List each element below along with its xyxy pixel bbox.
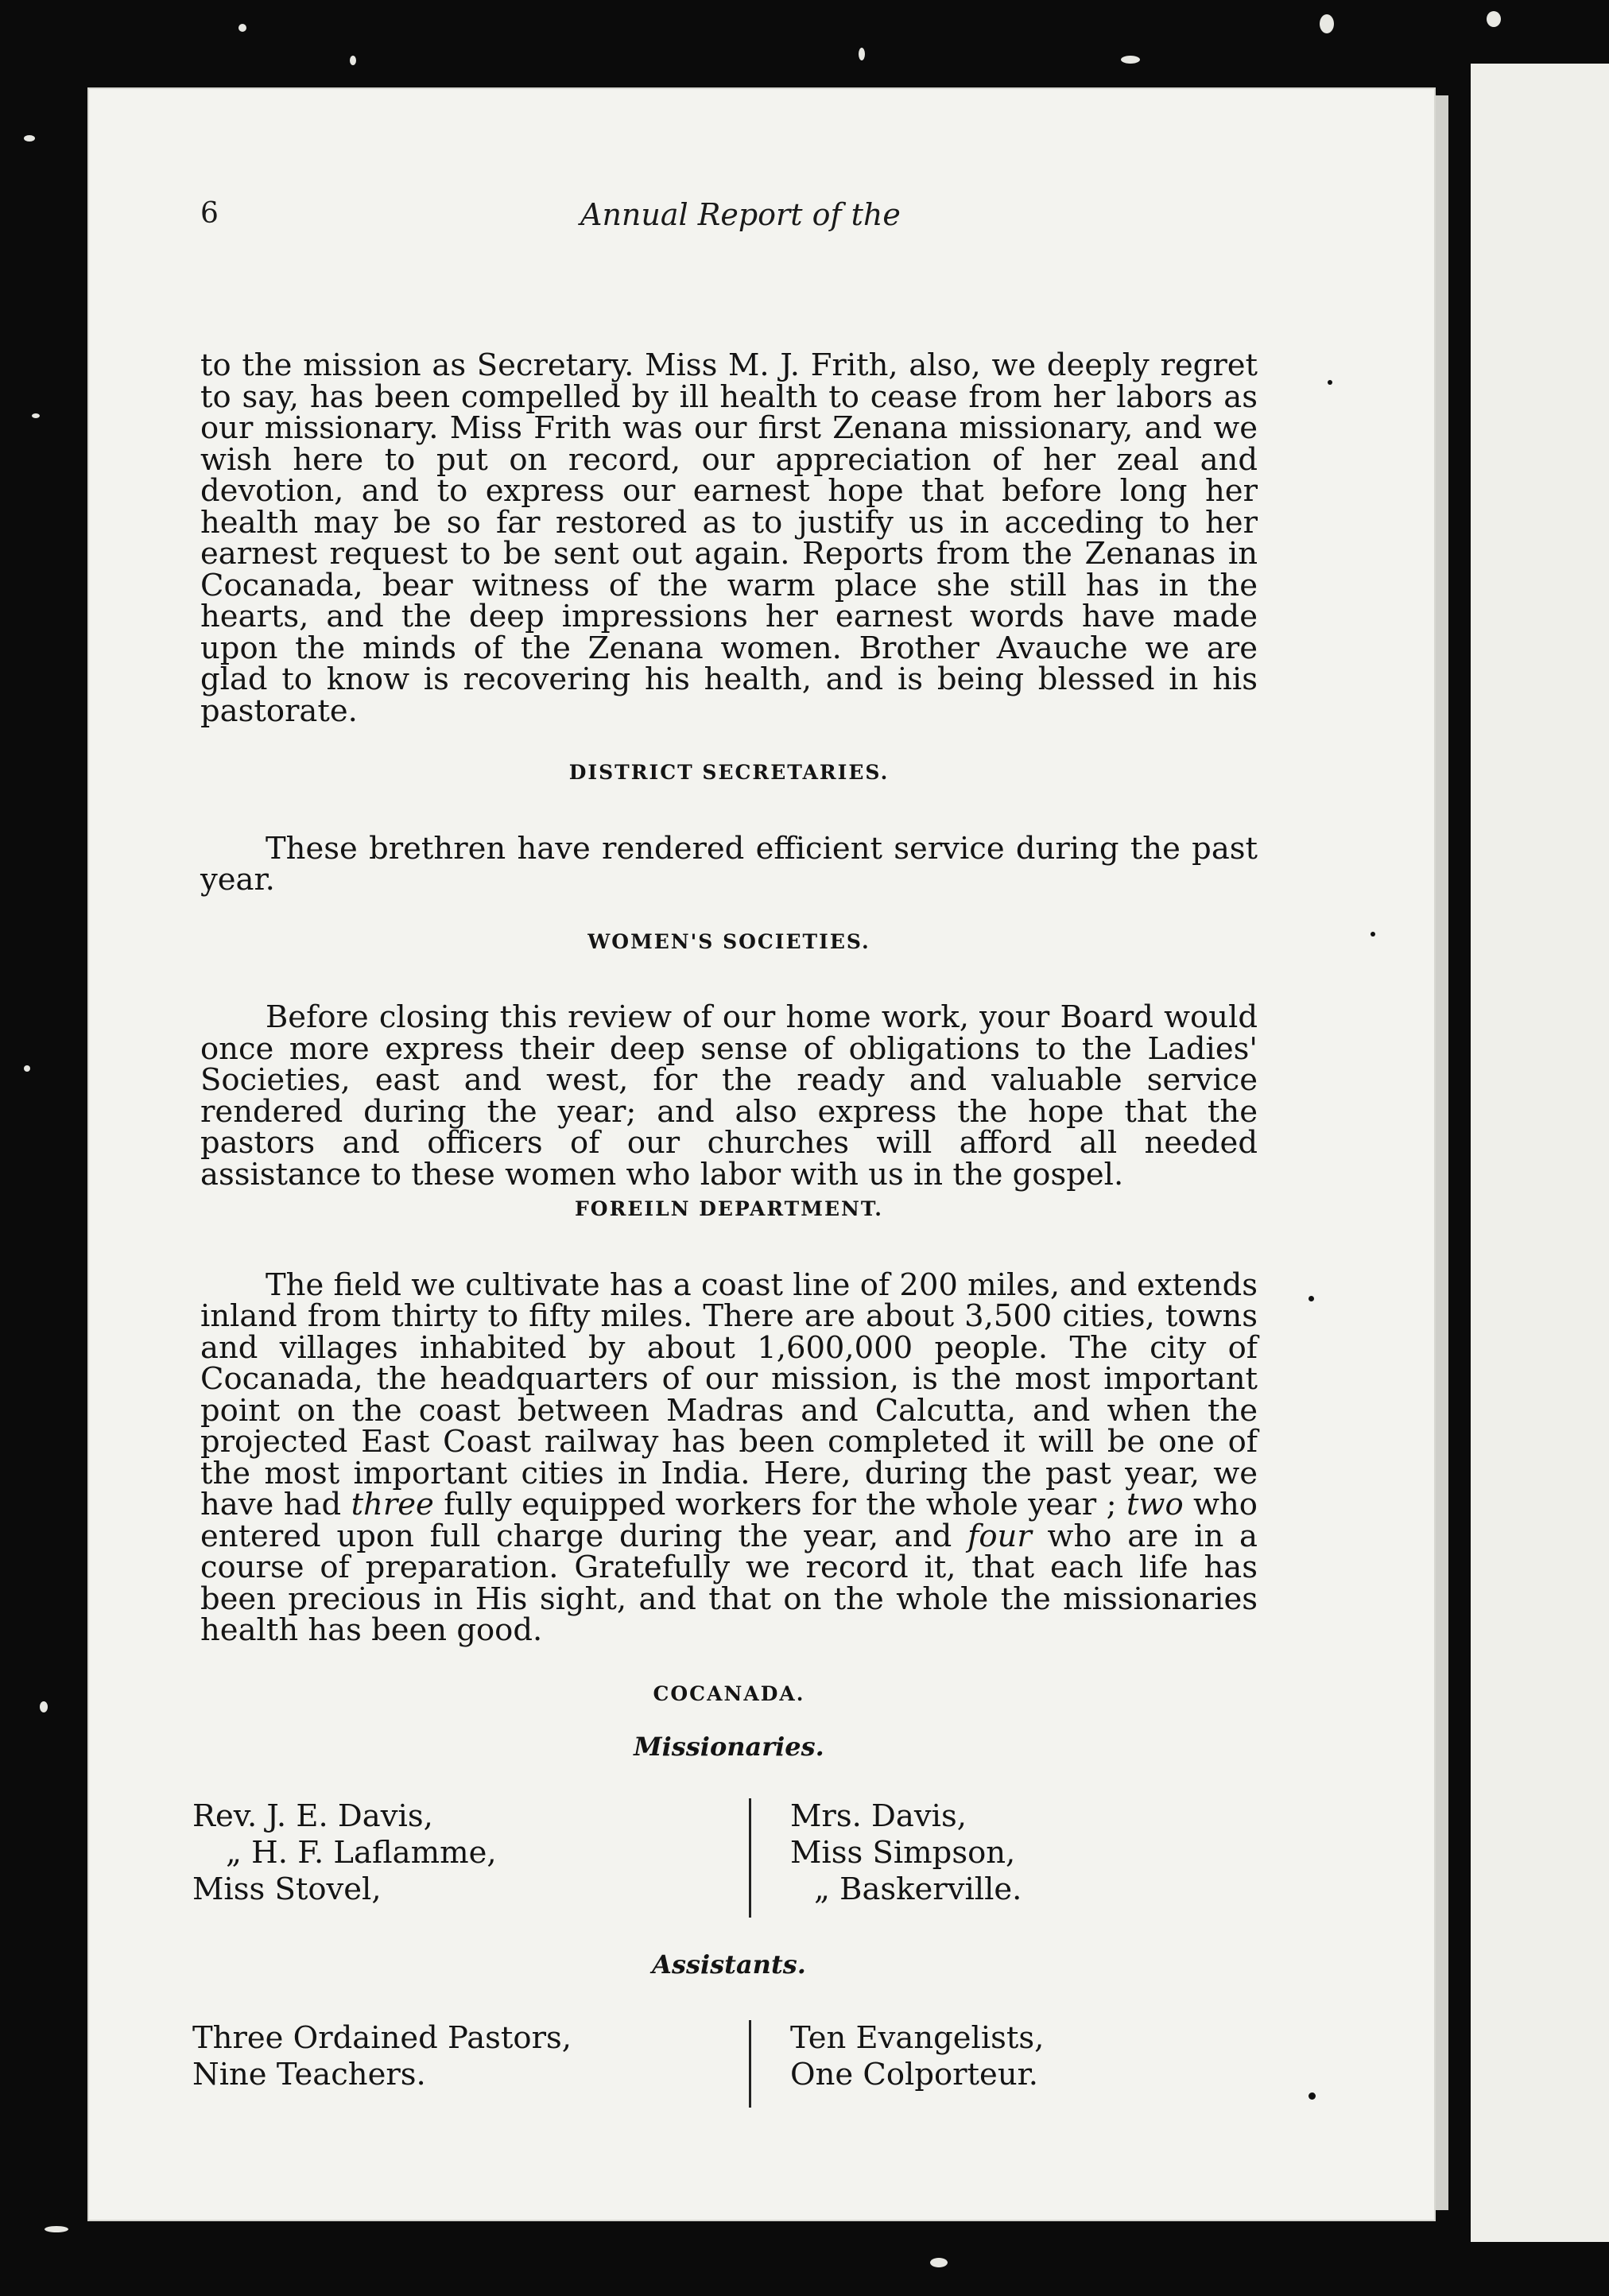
foreign-text-2: fully equipped workers for the whole year ; (433, 1487, 1127, 1522)
scan-speck (350, 56, 356, 65)
foreign-text-4: who are in a course of preparation. Gratefully we record it, that each life has been precious in His sight, and that on the whole the missionaries health has been good. (200, 1518, 1258, 1648)
assistants-list (192, 2020, 1258, 2093)
assistant-entry: Ten Evangelists, (790, 2020, 1045, 2056)
foreign-emphasis-four: four (967, 1518, 1032, 1554)
missionaries-right-column (638, 1798, 1235, 1908)
missionary-name: „ H. F. Laflamme, (226, 1834, 497, 1871)
missionaries-heading: Missionaries. (634, 1732, 824, 1762)
assistant-entry: One Colporteur. (790, 2057, 1039, 2092)
page-body (192, 347, 1258, 2093)
foreign-text-3: who entered upon full charge during the year, and (200, 1487, 1258, 1554)
foreign-emphasis-two: two (1126, 1487, 1184, 1522)
cocanada-heading: COCANADA. (653, 1681, 805, 1705)
missionaries-list (192, 1798, 1258, 1908)
scan-speck (1121, 56, 1140, 64)
assistants-right-column (638, 2020, 1235, 2093)
district-secretaries-paragraph: These brethren have rendered efficient service during the past year. (200, 830, 1258, 898)
scan-speck (930, 2258, 948, 2267)
page-number: 6 (200, 197, 219, 230)
scan-speck (1320, 14, 1334, 33)
womens-societies-paragraph: Before closing this review of our home work, your Board would once more express their deep sense of obligations to the Ladies' Societies, east and west, for the ready and valuable service rendered during the year; and also express the hope that the pastors and officers of our churches will afford all needed assistance to these women who labor with us in the gospel. (200, 999, 1258, 1193)
page-dot (1328, 380, 1332, 385)
assistants-heading: Assistants. (652, 1949, 806, 1980)
district-secretaries-heading: DISTRICT SECRETARIES. (568, 761, 890, 784)
page-header (0, 197, 1609, 245)
intro-paragraph: to the mission as Secretary. Miss M. J. Frith, also, we deeply regret to say, has been compelled by ill health to cease from her labors as our missionary. Miss Frith was our first Zenana missionary, and we wish here to put on record, our appreciation of her zeal and devotion, and to express our earnest hope that before long her health may be so far restored as to justify us in acceding to her earnest request to be sent out again. Reports from the Zenanas in Cocanada, bear witness of the warm place she still has in the hearts, and the deep impressions her earnest words have made upon the minds of the Zenana women. Brother Avauche we are glad to know is recovering his health, and is being blessed in his pastorate. (200, 347, 1258, 729)
missionary-name: Rev. J. E. Davis, (192, 1798, 433, 1834)
scan-speck (238, 24, 246, 32)
missionary-name: „ Baskerville. (814, 1871, 1022, 1907)
missionary-name: Mrs. Davis, (790, 1798, 967, 1834)
scan-speck (24, 1065, 30, 1072)
foreign-emphasis-three: three (351, 1487, 434, 1522)
missionary-name: Miss Stovel, (192, 1871, 382, 1907)
running-title: Annual Report of the (580, 197, 901, 232)
scan-speck (859, 48, 865, 60)
womens-societies-heading: WOMEN'S SOCIETIES. (587, 929, 870, 953)
assistant-entry: Three Ordained Pastors, (192, 2020, 572, 2056)
page-dot (1309, 2092, 1316, 2100)
scan-speck (40, 1701, 48, 1712)
page-dot (1309, 1296, 1314, 1301)
foreign-text-1: The field we cultivate has a coast line of 200 miles, and extends inland from thirty to fifty miles. There are about 3,500 cities, towns and villages inhabited by about 1,600,000 people. The city of Cocanada, the headquarters of our mission, is the most important point on the coast between Madras and Calcutta, and when the projected East Coast railway has been completed it will be one of the most important cities in India. Here, during the past year, we have had (200, 1266, 1258, 1522)
foreign-department-heading: FOREILN DEPARTMENT. (575, 1197, 883, 1220)
adjacent-page-strip (1471, 64, 1609, 2242)
foreign-department-paragraph (200, 1266, 1258, 1648)
assistant-entry: Nine Teachers. (192, 2057, 426, 2092)
page-dot (1371, 932, 1375, 937)
assistants-left-column (192, 2020, 638, 2093)
scan-speck (45, 2226, 68, 2232)
column-divider (749, 2020, 751, 2108)
missionaries-left-column (192, 1798, 638, 1908)
scan-speck (24, 135, 35, 142)
column-divider (749, 1798, 751, 1918)
page-edge-shadow (1434, 95, 1448, 2210)
scan-speck (1487, 11, 1501, 27)
missionary-name: Miss Simpson, (790, 1834, 1016, 1871)
scan-speck (32, 413, 40, 418)
